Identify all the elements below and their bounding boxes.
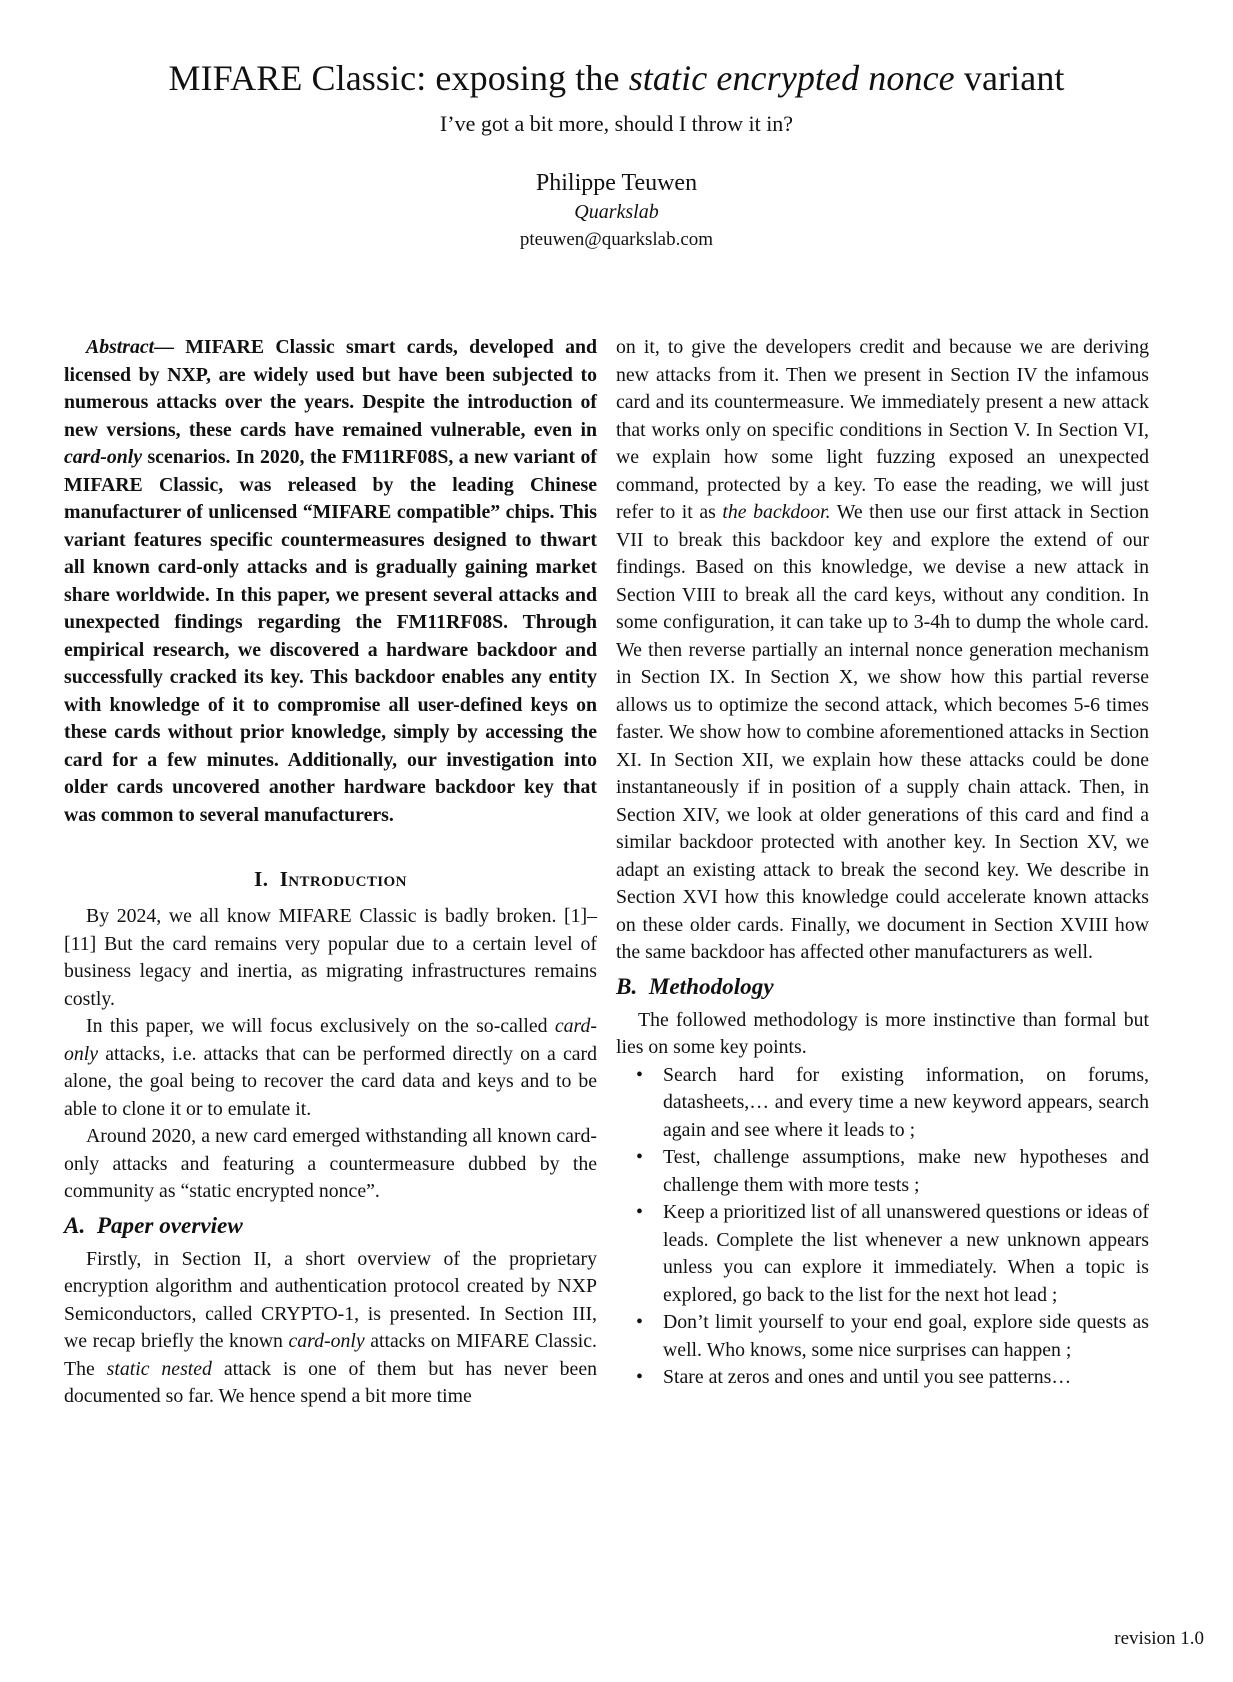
overview-emphasis-static-nested: static nested [106,1357,212,1380]
section-title: Introduction [279,867,407,891]
methodology-list [616,1062,1149,1392]
list-item-text: Don’t limit yourself to your end goal, explore side quests as well. Who knows, some nice surprises can happen ; [663,1311,1149,1361]
list-item-text: Test, challenge assumptions, make new hypotheses and challenge them with more tests ; [663,1146,1149,1196]
overview-emphasis-card-only: card-only [288,1330,365,1352]
intro-paragraph-3: Around 2020, a new card emerged withstanding all known card-only attacks and featuring a countermeasure dubbed by the community as “static encrypted nonce”. [64,1125,597,1202]
subsection-label: A. [64,1212,86,1239]
intro-paragraph-2-emphasis: card-only [64,1015,597,1065]
abstract-paragraph [64,334,597,829]
intro-paragraph-2 [64,1013,597,1123]
intro-paragraph-1: By 2024, we all know MIFARE Classic is badly broken. [1]–[11] But the card remains very popular due to a certain level of business legacy and inertia, as migrating infrastructures remains costly. [64,905,597,1010]
overview-paragraph-continued [616,334,1149,967]
intro-paragraph-2-b: attacks, i.e. attacks that can be performed directly on a card alone, the goal being to recover the card data and keys and to be able to clone it or to emulate it. [64,1042,597,1120]
section-heading-introduction [64,865,597,893]
overview-paragraph [64,1246,597,1411]
overview-cont-text-b: We then use our first attack in Section VII to break this backdoor key and explore the extend of our findings. Based on this knowledge, we devise a new attack in Section VIII to break all the card keys, without any condition. In some configuration, it can take up to 3-4h to dump the whole card. We then reverse partially an internal nonce generation mechanism in Section IX. In Section X, we show how this partial reverse allows us to optimize the second attack, which becomes 5-6 times faster. We show how to combine aforementioned attacks in Section XI. In Section XII, we explain how these attacks could be done instantaneously if in position of a supply chain attack. Then, in Section XIV, we look at older generations of this card and find a similar backdoor protected with another key. In Section XV, we adapt an existing attack to break the second key. We describe in Section XVI how this knowledge could accelerate known attacks on these older cards. Finally, we document in Section XVIII how the same backdoor has affected other manufacturers as well. [616,501,1150,963]
overview-text-b: attacks on MIFARE Classic. The [64,1330,597,1380]
section-number: I. [254,867,269,891]
left-column [64,334,597,1411]
list-item [616,1309,1149,1364]
paper-title [0,56,1233,100]
list-item-text: Stare at zeros and ones and until you see patterns… [663,1366,1072,1388]
methodology-intro: The followed methodology is more instinctive than formal but lies on some key points. [616,1008,1149,1058]
paper-title-emphasis: static encrypted nonce [628,58,955,98]
title-block [0,56,1233,253]
abstract-dash: — [154,336,186,358]
author-email: pteuwen@quarkslab.com [519,229,714,250]
author-name: Philippe Teuwen [535,170,698,196]
list-item-text: Keep a prioritized list of all unanswered questions or ideas of leads. Complete the list whenever a new unknown appears unless you can explore it immediately. When a topic is explored, go back to the list for the next hot lead ; [663,1201,1149,1306]
bullet-icon: • [636,1201,643,1223]
revision-label: revision 1.0 [1114,1628,1204,1649]
abstract-text-2: scenarios. In 2020, the FM11RF08S, a new variant of MIFARE Classic, was released by the leading Chinese manufacturer of unlicensed “MIFARE compatible” chips. This variant features specific countermeasures designed to thwart all known card-only attacks and is gradually gaining market share worldwide. In this paper, we present several attacks and unexpected findings regarding the FM11RF08S. Through empirical research, we discovered a hardware backdoor and successfully cracked its key. This backdoor enables any entity with knowledge of it to compromise all user-defined keys on these cards without prior knowledge, simply by accessing the card for a few minutes. Additionally, our investigation into older cards uncovered another hardware backdoor key that was common to several manufacturers. [64,446,597,826]
subsection-title: Methodology [648,973,774,1000]
bullet-icon: • [636,1311,643,1333]
bullet-icon: • [636,1366,643,1388]
overview-text-a: Firstly, in Section II, a short overview of the proprietary encryption algorithm and authentication protocol created by NXP Semiconductors, called CRYPTO-1, is presented. In Section III, we recap briefly the known [64,1247,597,1352]
list-item [616,1062,1149,1145]
right-column [616,334,1149,1392]
paper-title-pre: MIFARE Classic: exposing the [168,58,629,98]
list-item [616,1199,1149,1309]
paper-subtitle: I’ve got a bit more, should I throw it in? [439,111,794,136]
subsection-heading-paper-overview [64,1212,597,1240]
abstract-emphasis: card-only [64,446,143,468]
subsection-heading-methodology [616,973,1149,1001]
subsection-label: B. [616,973,638,1000]
list-item [616,1364,1149,1392]
intro-paragraph-2-a: In this paper, we will focus exclusively on the so-called [86,1015,555,1037]
overview-cont-text-a: on it, to give the developers credit and because we are deriving new attacks from it. Then we present in Section IV the infamous card and its countermeasure. We immediately present a new attack that works only on specific conditions in Section V. In Section VI, we explain how some light fuzzing exposed an unexpected command, protected by a key. To ease the reading, we will just refer to it as [616,336,1149,523]
subsection-title: Paper overview [96,1212,243,1239]
paper-title-post: variant [954,58,1065,98]
author-affiliation: Quarkslab [574,201,659,223]
list-item-text: Search hard for existing information, on forums, datasheets,… and every time a new keyword appears, search again and see where it leads to ; [663,1063,1149,1141]
bullet-icon: • [636,1063,643,1086]
overview-cont-emphasis: the backdoor. [722,501,831,523]
list-item [616,1144,1149,1199]
abstract-text-1: MIFARE Classic smart cards, developed and licensed by NXP, are widely used but have been subjected to numerous attacks over the years. Despite the introduction of new versions, these cards have remained vulnerable, even in [64,336,597,441]
abstract-label: Abstract [86,336,155,358]
bullet-icon: • [636,1146,643,1168]
overview-text-c: attack is one of them but has never been documented so far. We hence spend a bit more time [64,1357,597,1407]
